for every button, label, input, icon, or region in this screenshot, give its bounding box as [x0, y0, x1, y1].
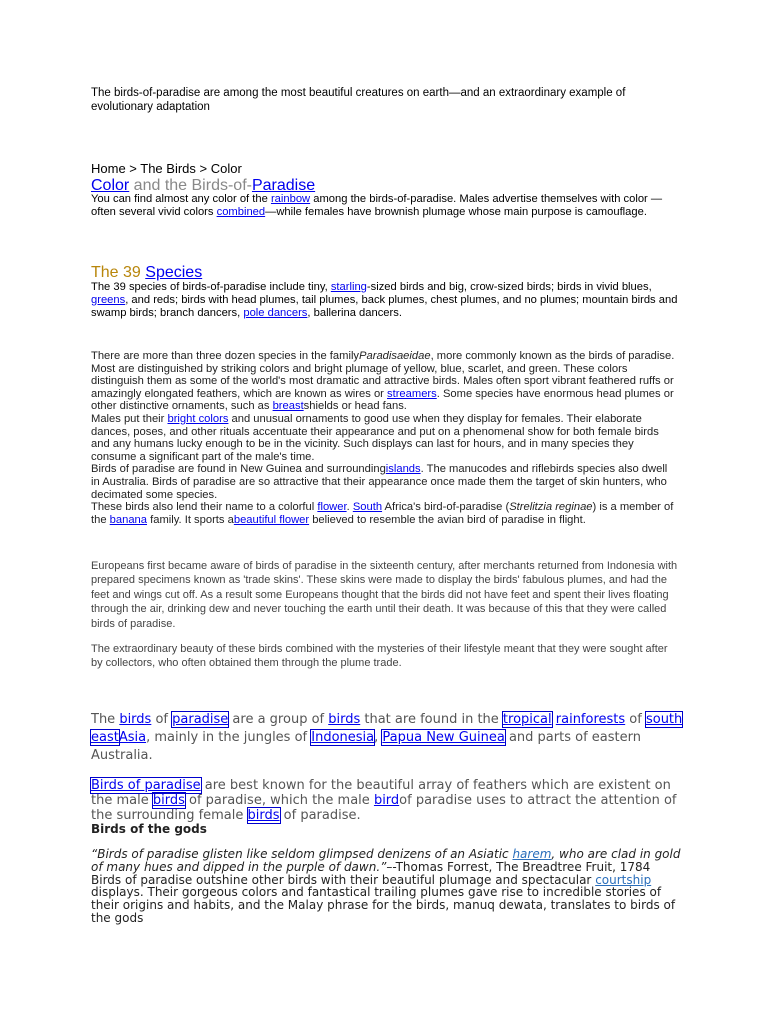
species-heading-text: The 39: [91, 264, 146, 281]
banana-link[interactable]: banana: [109, 513, 148, 526]
birds-of-paradise-link[interactable]: Birds of paradise: [91, 778, 201, 793]
europeans-paragraph: Europeans first became aware of birds of paradise in the sixteenth century, after merchants returned from Indonesia with prepared specimens known as 'trade skins'. These skins were made to display the birds' fabulous plumes, and had the feet and wings cut off. As a result some Europeans thought that the birds did not have feet and spent their lives floating through the air, drinking dew and never touching the earth until their death. It was because of this that they were called birds of paradise.: [91, 560, 678, 630]
species-paragraph: [91, 281, 681, 319]
harem-link[interactable]: harem: [512, 847, 552, 861]
female-birds-link[interactable]: birds: [247, 808, 280, 823]
pole-dancers-link[interactable]: pole dancers: [243, 306, 308, 319]
text-run: You can find almost any color of the: [91, 193, 271, 205]
text-run: These birds also lend their name to a colorful: [91, 501, 318, 514]
text-run: Africa's bird-of-paradise (: [382, 501, 510, 514]
text-run: Birds of paradise outshine other birds with their beautiful plumage and spectacular: [91, 872, 596, 887]
bright-colors-link[interactable]: bright colors: [167, 412, 229, 425]
text-run: of paradise uses to attract the attention of the surrounding female: [91, 793, 677, 823]
gods-quote: [91, 848, 691, 874]
text-run: and parts of eastern Australia.: [91, 730, 641, 763]
color-paragraph: [91, 193, 681, 219]
text-run: ) is a member of the: [91, 501, 674, 526]
group-paragraph: [91, 711, 691, 765]
breast-link[interactable]: breast: [272, 400, 304, 413]
color-heading-text: and the Birds-of-: [129, 177, 252, 194]
text-run: Males put their: [91, 412, 168, 425]
courtship-link[interactable]: courtship: [595, 872, 652, 887]
family-paragraph: [91, 350, 676, 526]
quote-text: “Birds of paradise glisten like seldom glimpsed denizens of an Asiatic: [91, 847, 513, 861]
text-run: are a group of: [228, 712, 329, 727]
text-run: believed to resemble the avian bird of paradise in flight.: [309, 513, 586, 526]
beautiful-flower-link[interactable]: beautiful flower: [233, 513, 310, 526]
color-heading-link[interactable]: Color: [91, 177, 130, 194]
islands-link[interactable]: islands: [385, 463, 421, 476]
family-text-2: [91, 413, 676, 463]
paradise-heading-link[interactable]: Paradise: [251, 177, 316, 194]
south-link[interactable]: South: [352, 501, 383, 514]
streamers-link[interactable]: streamers: [387, 387, 437, 400]
strelitzia-italic: Strelitzia reginae: [509, 501, 593, 514]
birds-link[interactable]: birds: [119, 712, 152, 727]
text-run: of paradise.: [279, 808, 361, 823]
family-text-1: [91, 350, 676, 413]
greens-link[interactable]: greens: [91, 293, 126, 306]
text-run: that are found in the: [360, 712, 503, 727]
text-run: of: [625, 712, 646, 727]
asia-link[interactable]: Asia: [118, 730, 147, 745]
tropical-link[interactable]: tropical: [502, 712, 552, 727]
feathers-paragraph: [91, 778, 691, 823]
text-run: Birds of paradise are found in New Guinea and surrounding: [91, 463, 386, 476]
text-run: and unusual ornaments to good use when they display for females. Their elaborate dances, poses, and other rituals accentuate their appearance and put on a phenomenal show for both female birds and any humans lucky enough to be in the vicinity. Such displays can last for hours, and in many species they consume a significant part of the male's time.: [91, 412, 659, 463]
combined-link[interactable]: combined: [216, 205, 266, 218]
gods-text: [91, 874, 691, 925]
gods-paragraph: [91, 848, 691, 925]
text-run: . Some species have enormous head plumes or other distinctive ornaments, such as: [91, 387, 674, 413]
bird-link[interactable]: bird: [373, 793, 400, 808]
text-run: The: [91, 712, 120, 727]
indonesia-link[interactable]: Indonesia: [311, 730, 375, 745]
beauty-paragraph: The extraordinary beauty of these birds combined with the mysteries of their lifestyle meant that they were sought after by collectors, who often obtained them through the plume trade.: [91, 643, 668, 670]
flower-link[interactable]: flower: [317, 501, 347, 514]
papua-new-guinea-link[interactable]: Papua New Guinea: [382, 730, 505, 745]
family-name-italic: Paradisaeidae: [359, 350, 431, 362]
text-run: are best known for the beautiful array of feathers which are existent on the male: [91, 778, 671, 808]
text-run: ,: [374, 730, 383, 745]
intro-text: The birds-of-paradise are among the most beautiful creatures on earth—and an extraordinary example of evolutionary adaptation: [91, 87, 626, 113]
text-run: The 39 species of birds-of-paradise include tiny,: [91, 281, 331, 293]
text-run: . The manucodes and riflebirds species also dwell in Australia. Birds of paradise are so attractive that their appearance once made them the target of skin hunters, who decimated some species.: [91, 463, 668, 501]
text-run: displays. Their gorgeous colors and fantastical trailing plumes gave rise to incredible stories of their origins and habits, and the Malay phrase for the birds, manuq dewata, translates to birds of the gods: [91, 885, 676, 925]
species-heading-link[interactable]: Species: [145, 264, 203, 281]
family-text-3: [91, 463, 676, 501]
text-run: , and reds; birds with head plumes, tail plumes, back plumes, chest plumes, and no plumes; mountain birds and swamp birds; branch dancers,: [91, 293, 678, 319]
text-run: among the birds-of-paradise. Males advertise themselves with color —often several vivid colors: [91, 193, 663, 218]
text-run: , mainly in the jungles of: [146, 730, 312, 745]
rainbow-link[interactable]: rainbow: [270, 193, 311, 205]
text-run: , more commonly known as the birds of paradise. Most are distinguished by striking colors and bright plumage of yellow, blue, scarlet, and green. These colors distinguish them as some of the world's most dramatic and attractive birds. Males often sport vibrant feathered ruffs or amazingly elongated feathers, which are known as wires or: [91, 350, 675, 400]
quote-attribution: –-Thomas Forrest, The Breadtree Fruit, 1784: [386, 859, 651, 874]
south-east-link[interactable]: south east: [91, 712, 683, 745]
male-birds-link[interactable]: birds: [152, 793, 185, 808]
starling-link[interactable]: starling: [330, 281, 367, 293]
text-run: There are more than three dozen species in the family: [91, 350, 360, 362]
breadcrumb: Home > The Birds > Color: [91, 161, 242, 176]
quote-text: , who are clad in gold of many hues and dipped in the purple of dawn.”: [91, 847, 681, 874]
birds-link-2[interactable]: birds: [328, 712, 361, 727]
text-run: , ballerina dancers.: [307, 306, 402, 319]
paradise-link[interactable]: paradise: [172, 712, 229, 727]
text-run: shields or head fans.: [303, 400, 407, 413]
family-text-4: [91, 501, 676, 526]
text-run: .: [346, 501, 353, 514]
text-run: —while females have brownish plumage whose main purpose is camouflage.: [265, 205, 647, 218]
species-heading: [91, 263, 202, 282]
text-run: family. It sports a: [147, 513, 234, 526]
rainforests-link[interactable]: rainforests: [555, 712, 626, 727]
gods-heading: Birds of the gods: [91, 822, 207, 836]
text-run: of: [151, 712, 173, 727]
text-run: -sized birds and big, crow-sized birds; birds in vivid blues,: [366, 281, 652, 293]
text-run: of paradise, which the male: [184, 793, 374, 808]
